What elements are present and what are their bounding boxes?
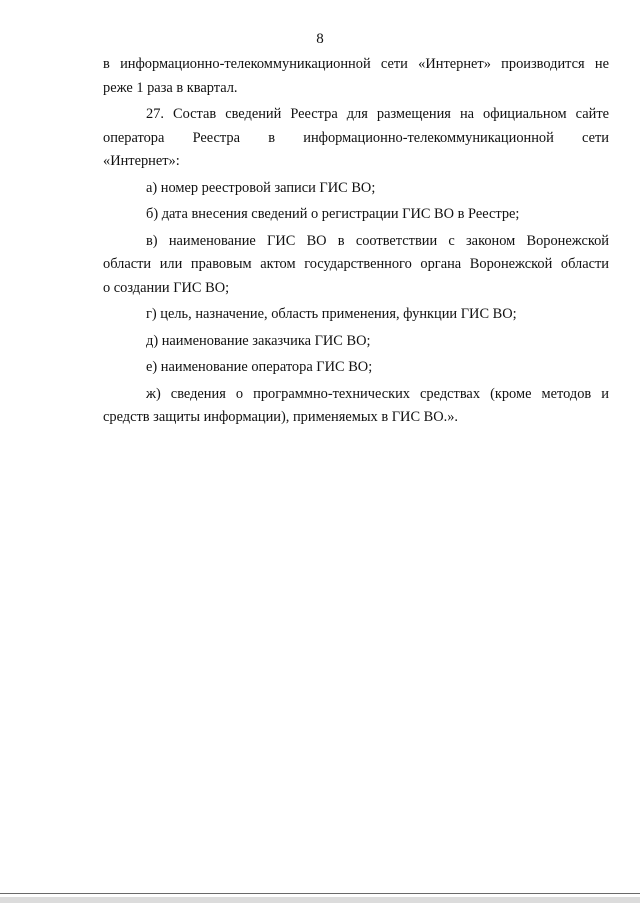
text-line: в) наименование ГИС ВО в соответствии с законом Воронежской [146,232,609,249]
paragraph-continuation [103,53,609,100]
list-item-d [103,330,609,354]
text-line: д) наименование заказчика ГИС ВО; [146,332,371,349]
list-item-zh [103,383,609,430]
list-item-v [103,230,609,301]
text-line: в информационно-телекоммуникационной сети «Интернет» производится не [103,56,609,72]
text-line: г) цель, назначение, область применения, функции ГИС ВО; [146,306,517,322]
paragraph-clause-27 [103,103,609,174]
scan-bottom-edge [0,897,640,903]
page-number: 8 [316,31,324,47]
text-line: оператора Реестра в информационно-телекоммуникационной сети [103,129,609,146]
text-line: о создании ГИС ВО; [103,279,230,296]
text-line: ж) сведения о программно-технических средствах (кроме методов и [146,385,609,402]
scan-bottom-rule [0,893,640,894]
list-item-g [103,303,609,327]
text-line: 27. Состав сведений Реестра для размещения на официальном сайте [146,106,609,122]
text-line: а) номер реестровой записи ГИС ВО; [146,179,376,196]
list-item-a [103,177,609,201]
list-item-b [103,203,609,227]
text-line: области или правовым актом государственного органа Воронежской области [103,256,609,272]
document-body [103,53,609,433]
text-line: реже 1 раза в квартал. [103,79,238,96]
text-line: средств защиты информации), применяемых в ГИС ВО.». [103,409,459,425]
text-line: б) дата внесения сведений о регистрации ГИС ВО в Реестре; [146,206,520,222]
text-line: е) наименование оператора ГИС ВО; [146,359,373,375]
text-line: «Интернет»: [103,153,180,169]
list-item-e [103,356,609,380]
